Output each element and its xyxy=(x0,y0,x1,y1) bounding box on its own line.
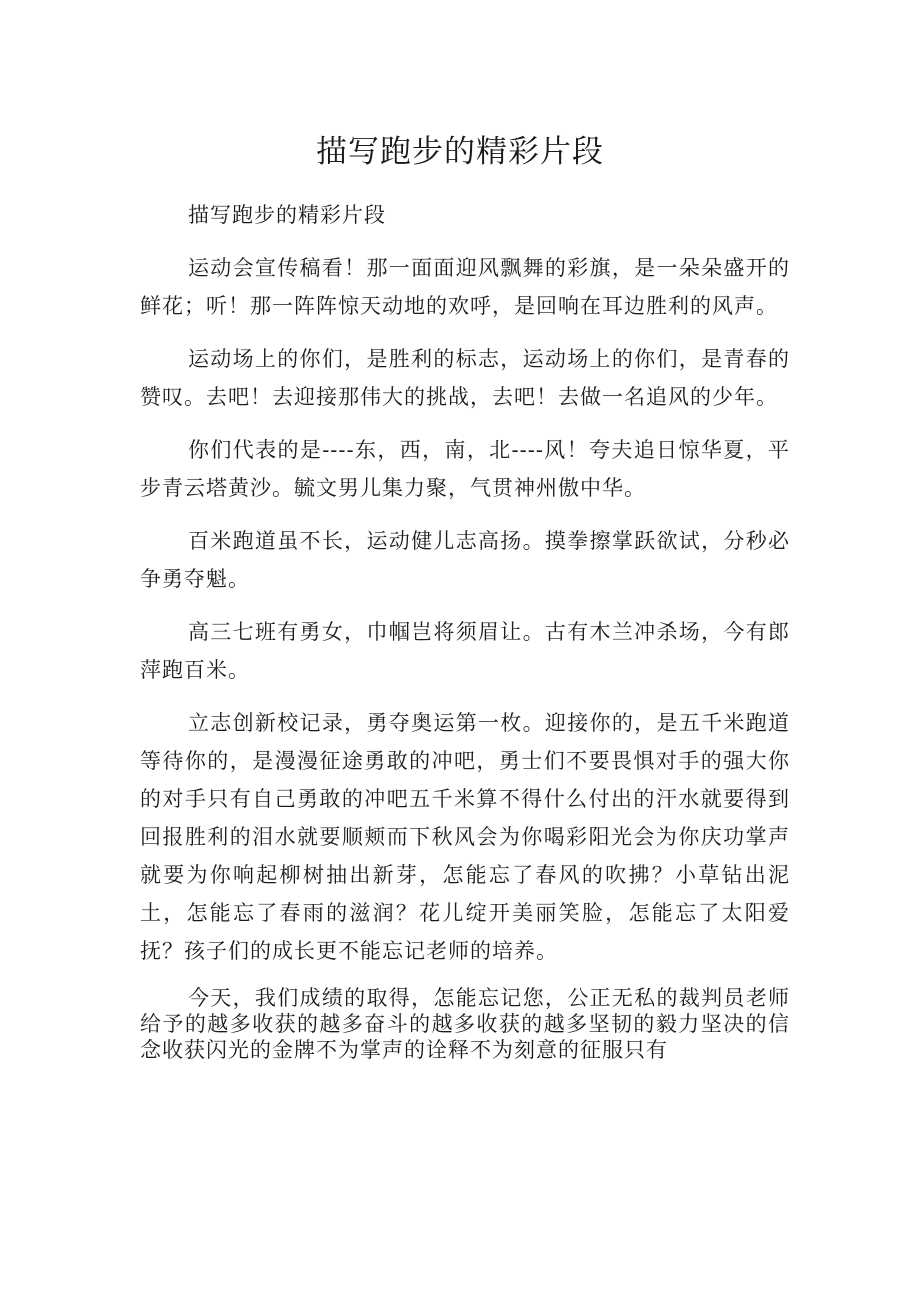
paragraph-subtitle: 描写跑步的精彩片段 xyxy=(188,203,386,227)
document-title: 描写跑步的精彩片段 xyxy=(316,134,604,170)
paragraph: 百米跑道虽不长，运动健儿志高扬。摸拳擦掌跃欲试，分秒必争勇夺魁。 xyxy=(140,529,790,591)
document-body xyxy=(140,196,790,1078)
paragraph: 运动场上的你们，是胜利的标志，运动场上的你们，是青春的赞叹。去吧！去迎接那伟大的挑战，去吧！去做一名追风的少年。 xyxy=(140,347,790,409)
paragraph: 立志创新校记录，勇夺奥运第一枚。迎接你的，是五千米跑道等待你的，是漫漫征途勇敢的冲吧，勇士们不要畏惧对手的强大你的对手只有自己勇敢的冲吧五千米算不得什么付出的汗水就要得到回报胜利的泪水就要顺颊而下秋风会为你喝彩阳光会为你庆功掌声就要为你响起柳树抽出新芽，怎能忘了春风的吹拂？小草钻出泥土，怎能忘了春雨的滋润？花儿绽开美丽笑脸，怎能忘了太阳爱抚？孩子们的成长更不能忘记老师的培养。 xyxy=(140,711,790,963)
paragraph: 运动会宣传稿看！那一面面迎风飘舞的彩旗，是一朵朵盛开的鲜花；听！那一阵阵惊天动地的欢呼，是回响在耳边胜利的风声。 xyxy=(140,256,790,318)
paragraph: 今天，我们成绩的取得，怎能忘记您，公正无私的裁判员老师给予的越多收获的越多奋斗的越多收获的越多坚韧的毅力坚决的信念收获闪光的金牌不为掌声的诠释不为刻意的征服只有 xyxy=(140,986,790,1062)
paragraph: 高三七班有勇女，巾帼岂将须眉让。古有木兰冲杀场，今有郎萍跑百米。 xyxy=(140,620,790,682)
paragraph: 你们代表的是----东，西，南，北----风！夸夫追日惊华夏，平步青云塔黄沙。毓文男儿集力聚，气贯神州傲中华。 xyxy=(140,438,790,500)
